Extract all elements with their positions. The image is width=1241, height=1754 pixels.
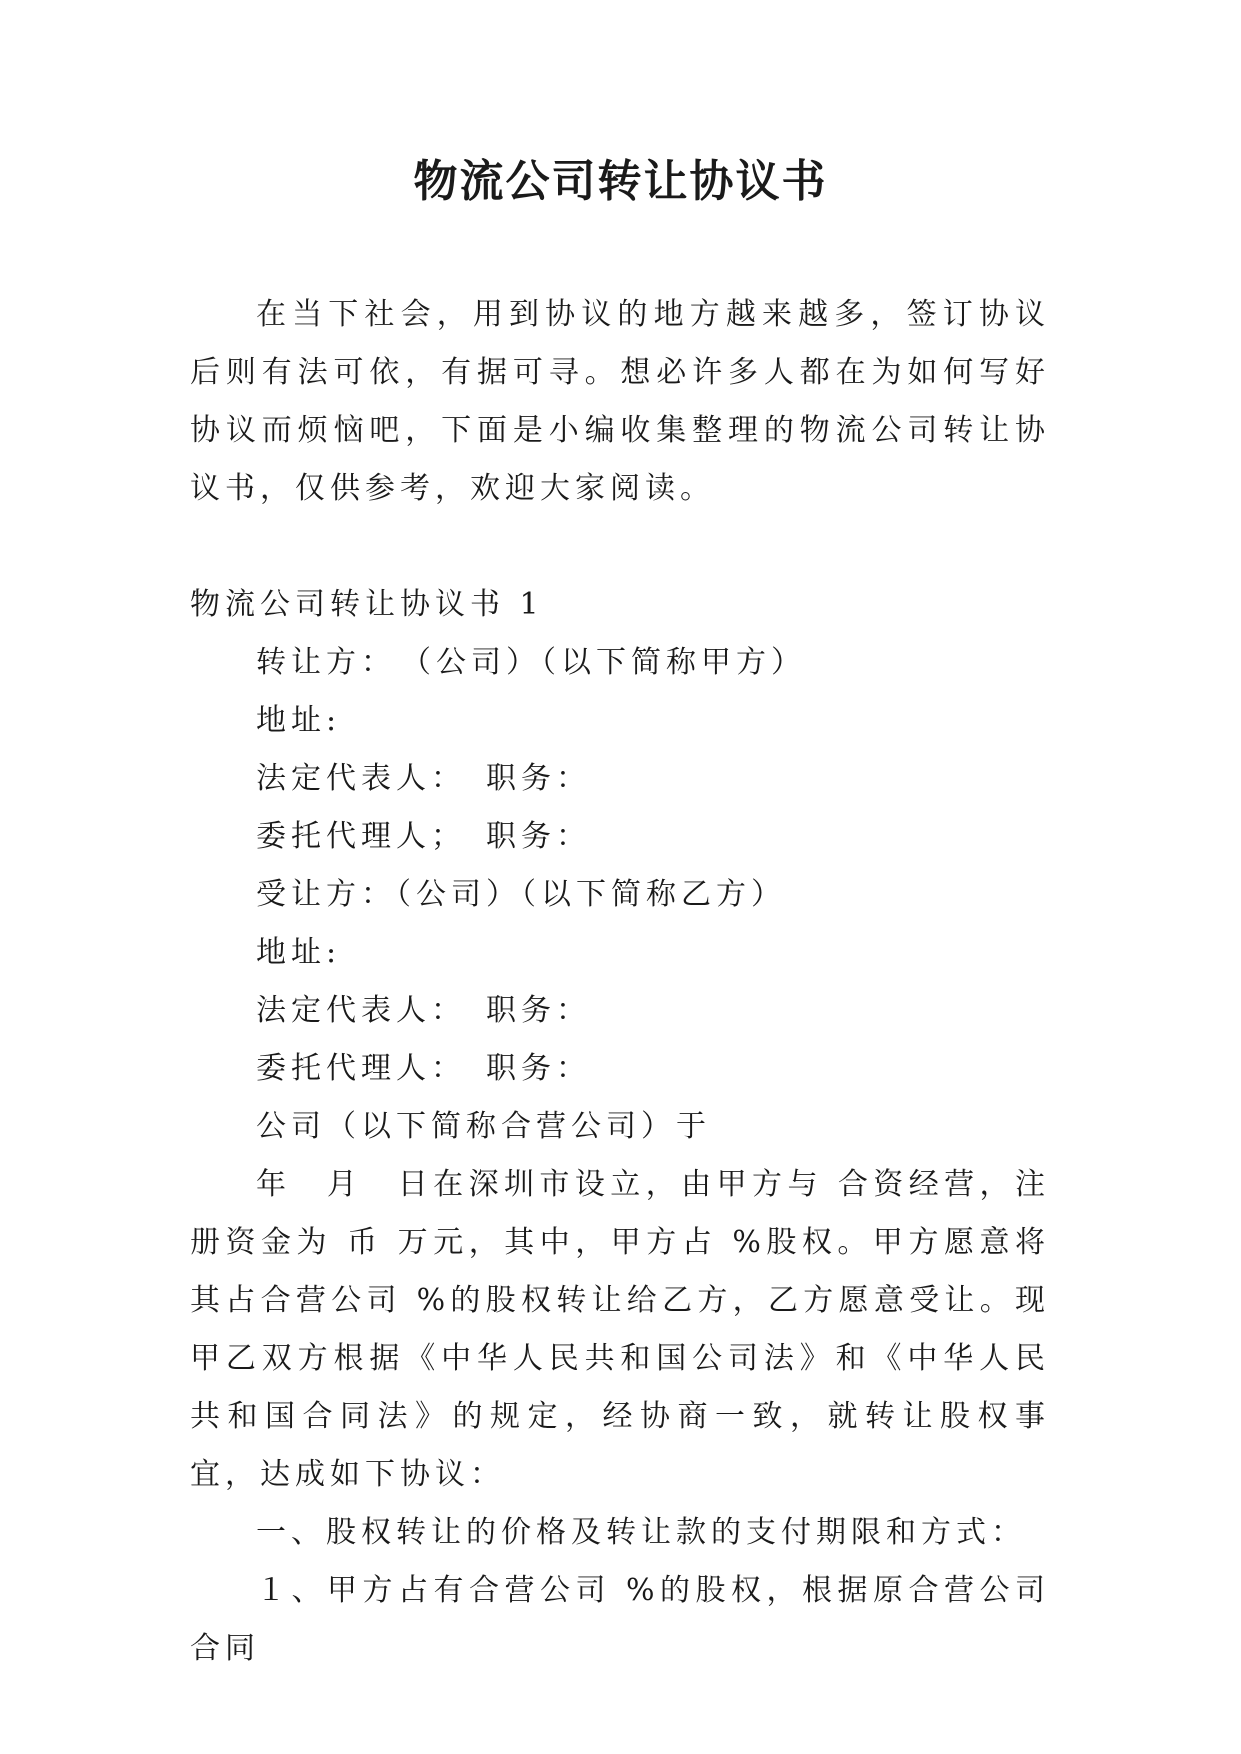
clause-item: １、甲方占有合营公司 %的股权，根据原合营公司合同 (190, 1573, 1050, 1666)
field-transferee-address: 地址: (256, 935, 342, 970)
body-paragraph: 年 月 日在深圳市设立，由甲方与 合资经营，注册资金为 币 万元，其中，甲方占 %股权。甲方愿意将其占合营公司 %的股权转让给乙方，乙方愿意受让。现甲乙双方根据《中华人民共和国公司法》和《中华人民共和国合同法》的规定，经协商一致，就转让股权事宜，达成如下协议： (190, 1167, 1050, 1492)
intro-paragraph: 在当下社会，用到协议的地方越来越多，签订协议后则有法可依，有据可寻。想必许多人都在为如何写好协议而烦恼吧，下面是小编收集整理的物流公司转让协议书，仅供参考，欢迎大家阅读。 (190, 297, 1050, 506)
field-transferee-legal-rep: 法定代表人： 职务： (256, 993, 591, 1028)
field-joint-venture: 公司（以下简称合营公司）于 (256, 1109, 711, 1144)
clause-heading: 一、股权转让的价格及转让款的支付期限和方式： (256, 1515, 1026, 1550)
field-transferor: 转让方： （公司）（以下简称甲方） (256, 645, 806, 680)
section-heading: 物流公司转让协议书 1 (190, 587, 544, 622)
document-body (190, 286, 1050, 1678)
field-transferor-address: 地址: (256, 703, 342, 738)
field-transferee-agent: 委托代理人： 职务： (256, 1051, 591, 1086)
field-transferee: 受让方：（公司）（以下简称乙方） (256, 877, 786, 912)
field-transferor-legal-rep: 法定代表人： 职务： (256, 761, 591, 796)
field-transferor-agent: 委托代理人； 职务： (256, 819, 591, 854)
document-title: 物流公司转让协议书 (413, 156, 828, 207)
